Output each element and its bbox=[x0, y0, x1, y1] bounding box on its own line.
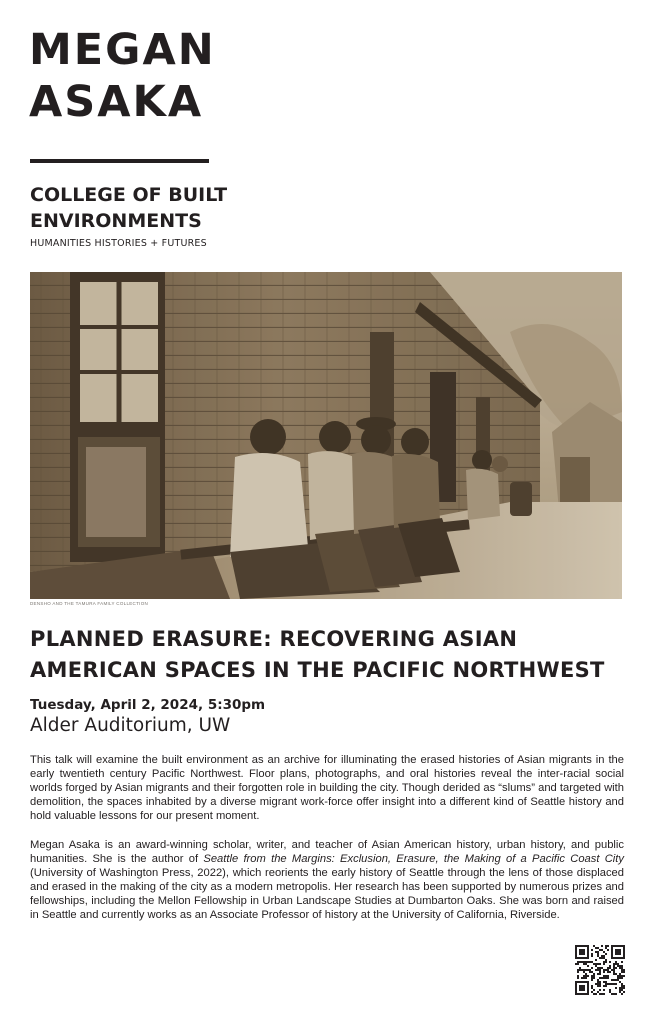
historic-photograph bbox=[30, 272, 622, 599]
speaker-last-name: ASAKA bbox=[29, 77, 204, 127]
speaker-bio bbox=[30, 839, 624, 922]
photo-credit: DENSHO AND THE TAMURA FAMILY COLLECTION bbox=[30, 601, 149, 606]
talk-title-line-1: PLANNED ERASURE: RECOVERING ASIAN bbox=[30, 627, 518, 651]
event-datetime: Tuesday, April 2, 2024, 5:30pm bbox=[30, 697, 266, 713]
talk-title bbox=[30, 624, 630, 686]
speaker-name bbox=[29, 24, 216, 128]
program-name: HUMANITIES HISTORIES + FUTURES bbox=[30, 238, 207, 249]
college-line-1: COLLEGE OF BUILT bbox=[30, 184, 228, 206]
qr-code[interactable] bbox=[575, 945, 625, 995]
talk-description: This talk will examine the built environment as an archive for illuminating the erased histories of Asian migrants in the early twentieth century Pacific Northwest. Floor plans, photographs, and oral histories reveal the inter-racial social worlds forged by Asian migrants and their forgotten role in building the city. Though derided as “slums” and targeted with demolition, the spaces inhabited by a diverse migrant work-force offer insight into a different kind of Seattle history and hold valuable lessons for our present moment. bbox=[30, 754, 624, 822]
book-title: Seattle from the Margins: Exclusion, Erasure, the Making of a Pacific Coast City bbox=[203, 852, 624, 865]
college-line-2: ENVIRONMENTS bbox=[30, 210, 202, 232]
bio-rest: (University of Washington Press, 2022), which reorients the early history of Seattle through the lens of those displaced and erased in the making of the city as a modern metropolis. Her research has been supported by numerous prizes and fellowships, including the Mellon Fellowship in Urban Landscape Studies at Dumbarton Oaks. She was born and raised in Seattle and currently works as an Associate Professor of history at the University of California, Riverside. bbox=[30, 866, 624, 921]
divider-rule bbox=[30, 159, 209, 163]
college-name bbox=[30, 182, 227, 234]
bio-intro: Megan Asaka is an award-winning scholar, writer, and teacher of Asian American history, urban history, and public humanities. She is the author of bbox=[30, 839, 624, 865]
speaker-first-name: MEGAN bbox=[29, 25, 216, 75]
talk-title-line-2: AMERICAN SPACES IN THE PACIFIC NORTHWEST bbox=[30, 658, 605, 682]
event-venue: Alder Auditorium, UW bbox=[30, 715, 231, 736]
